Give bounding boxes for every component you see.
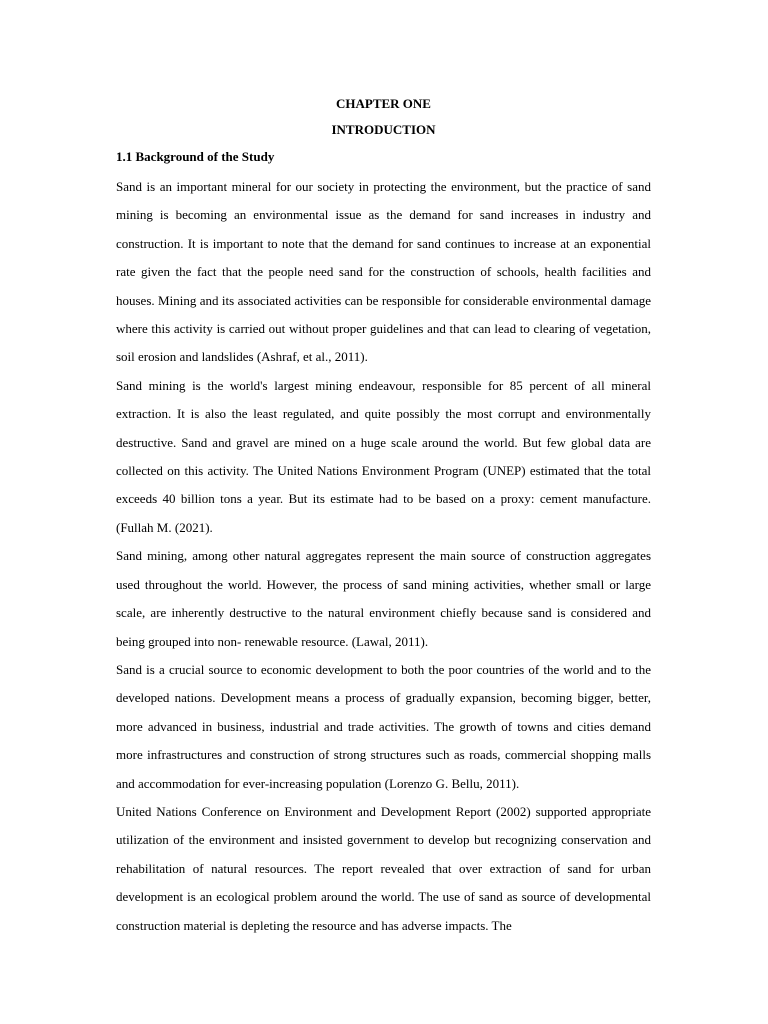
paragraph-3: Sand mining, among other natural aggregates represent the main source of construction aggregates used throughout the world. However, the process of sand mining activities, whether small or large scale, are inherently destructive to the natural environment chiefly because sand is considered and being grouped into non- renewable resource. (Lawal, 2011).	[116, 548, 651, 649]
paragraph-5: United Nations Conference on Environment and Development Report (2002) supported appropriate utilization of the environment and insisted government to develop but recognizing conservation and rehabilitation of natural resources. The report revealed that over extraction of sand for urban development is an ecological problem around the world. The use of sand as source of developmental construction material is depleting the resource and has adverse impacts. The	[116, 803, 651, 933]
paragraph-4: Sand is a crucial source to economic development to both the poor countries of the world and to the developed nations. Development means a process of gradually expansion, becoming bigger, better, more advanced in business, industrial and trade activities. The growth of towns and cities demand more infrastructures and construction of strong structures such as roads, commercial shopping malls and accommodation for ever-increasing population (Lorenzo G. Bellu, 2011).	[116, 661, 651, 791]
chapter-title: CHAPTER ONE	[336, 96, 431, 111]
paragraph-2: Sand mining is the world's largest mining endeavour, responsible for 85 percent of all mineral extraction. It is also the least regulated, and quite possibly the most corrupt and environmentally destructive. Sand and gravel are mined on a huge scale around the world. But few global data are collected on this activity. The United Nations Environment Program (UNEP) estimated that the total exceeds 40 billion tons a year. But its estimate had to be based on a proxy: cement manufacture. (Fullah M. (2021).	[116, 377, 651, 535]
section-heading: 1.1 Background of the Study	[116, 149, 275, 164]
document-page	[116, 94, 651, 940]
paragraph-1: Sand is an important mineral for our society in protecting the environment, but the practice of sand mining is becoming an environmental issue as the demand for sand increases in industry and construction. It is important to note that the demand for sand continues to increase at an exponential rate given the fact that the people need sand for the construction of schools, health facilities and houses. Mining and its associated activities can be responsible for considerable environmental damage where this activity is carried out without proper guidelines and that can lead to clearing of vegetation, soil erosion and landslides (Ashraf, et al., 2011).	[116, 179, 651, 365]
chapter-subtitle: INTRODUCTION	[331, 122, 436, 137]
